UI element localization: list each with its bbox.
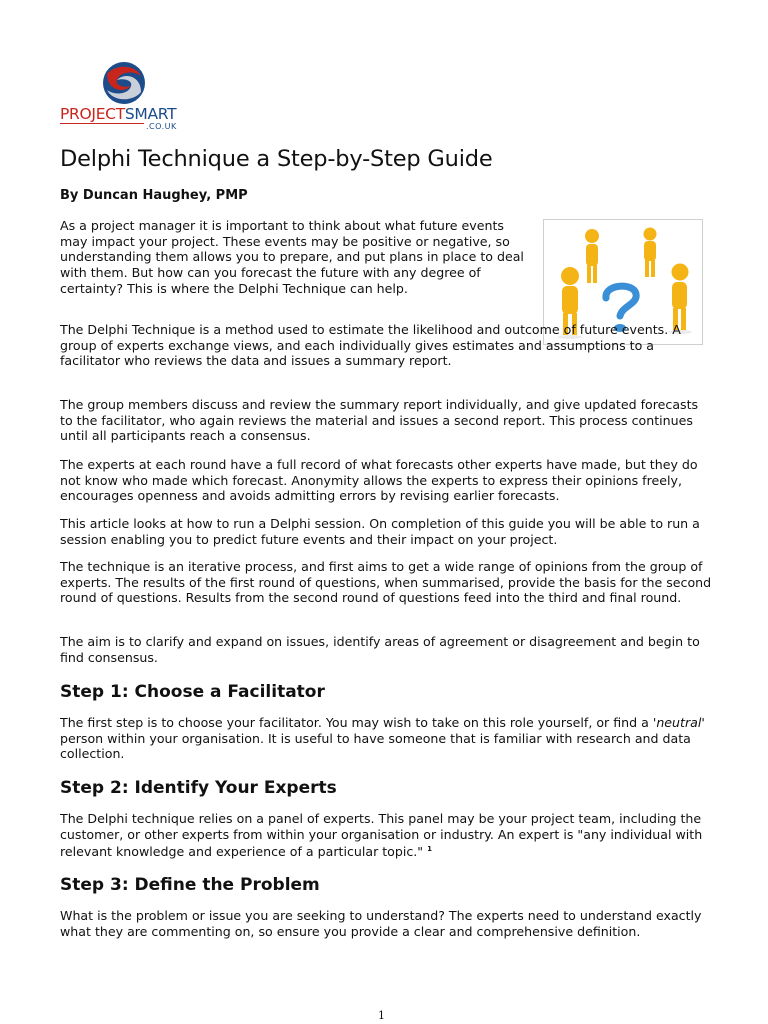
intro-paragraph-3: The group members discuss and review the summary report individually, and give updated forecasts to the facilitator, who again reviews the material and issues a second report. This process continues until all participants reach a consensus. (60, 397, 699, 444)
intro-paragraph-6: The technique is an iterative process, and first aims to get a wide range of opinions from the group of experts. The results of the first round of questions, when summarised, provide the basis for the second round of questions. Results from the second round of questions feed into the third and final round. (60, 559, 712, 606)
intro-paragraph-4: The experts at each round have a full record of what forecasts other experts have made, but they do not know who made which forecast. Anonymity allows the experts to express their opinions freely, encourages openness and avoids admitting errors by revising earlier forecasts. (60, 457, 698, 504)
intro-paragraph-2-text: The Delphi Technique is a method used to estimate the likelihood and outcome of future events. A group of experts exchange views, and each individually gives estimates and assumptions to a facilitator who reviews the data and issues a summary report. (60, 322, 681, 369)
logo-wordmark (60, 105, 176, 123)
author-byline: By Duncan Haughey, PMP (60, 188, 248, 203)
intro-paragraph-2 (60, 322, 712, 369)
projectsmart-logo (60, 58, 190, 136)
footnote-marker: 1 (427, 845, 432, 854)
intro-paragraph-5: This article looks at how to run a Delphi session. On completion of this guide you will be able to run a session enabling you to predict future events and their impact on your project. (60, 516, 700, 547)
logo-domain: .CO.UK (146, 122, 177, 131)
step-1-text-italic: 'neutral' (652, 715, 705, 730)
logo-swirl-icon (101, 60, 147, 106)
intro-paragraph-7: The aim is to clarify and expand on issues, identify areas of agreement or disagreement and begin to find consensus. (60, 634, 700, 665)
step-1-text-a: The first step is to choose your facilitator. You may wish to take on this role yourself, or find a (60, 715, 653, 730)
step-3-heading: Step 3: Define the Problem (60, 875, 320, 895)
step-1-text-b: person within your organisation. It is useful to have someone that is familiar with research and data collection. (60, 730, 691, 762)
intro-paragraph-1: As a project manager it is important to think about what future events may impact your project. These events may be positive or negative, so understanding them allows you to prepare, and put plans in place to deal with them. But how can you forecast the future with any degree of certainty? This is where the Delphi Technique can help. (60, 218, 524, 296)
page-title: Delphi Technique a Step-by-Step Guide (60, 146, 493, 172)
page-number: 1 (378, 1009, 385, 1022)
logo-word-project: PROJECT (60, 105, 125, 123)
step-1-paragraph (60, 715, 712, 762)
step-2-paragraph (60, 811, 716, 860)
step-2-text: The Delphi technique relies on a panel of experts. This panel may be your project team, including the customer, or other experts from within your organisation or industry. An expert is "any individual with relevant knowledge and experience of a particular topic." (60, 811, 703, 860)
step-3-paragraph: What is the problem or issue you are seeking to understand? The experts need to understand exactly what they are commenting on, so ensure you provide a clear and comprehensive definition. (60, 908, 702, 939)
step-2-heading: Step 2: Identify Your Experts (60, 778, 337, 798)
logo-underline (60, 123, 144, 124)
logo-word-smart: SMART (124, 105, 177, 123)
step-1-heading: Step 1: Choose a Facilitator (60, 682, 325, 702)
